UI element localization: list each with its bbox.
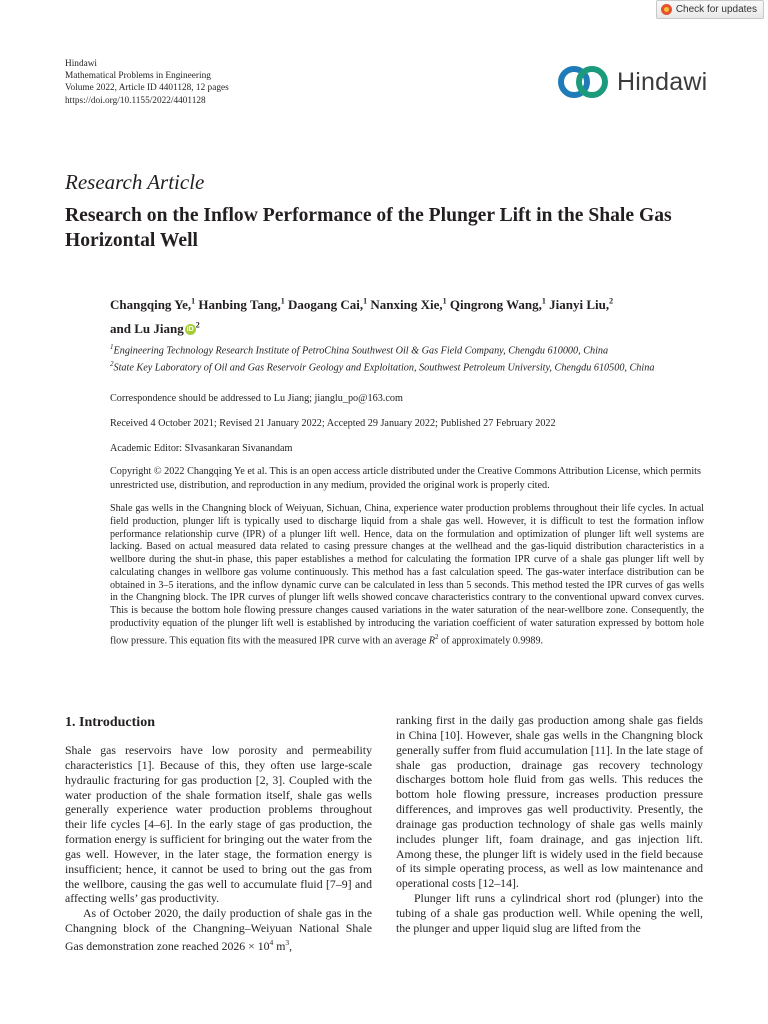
doi-link[interactable]: https://doi.org/10.1155/2022/4401128 (65, 95, 206, 106)
author[interactable]: and Lu Jiang $iD^2$ (110, 320, 200, 336)
volume-info: Volume 2022, Article ID 4401128, 12 pages (65, 83, 229, 94)
intro-paragraph-2-continued: ranking first in the daily gas production among shale gas fields in China [10]. However, shale gas wells in the Changning block generally suffer from fluid accumulation [11]. In the late stage of shale gas production, drainage gas recovery technology discharges bottom hole fluid from gas wells. This reduces the bottom hole flowing pressure, increases production pressure differences, and improves gas well productivity. Presently, the drainage gas production technology of shale gas wells mainly includes plunger lift, foam drainage, and gas injection lift. Among these, the plunger lift is widely used in the field because of its simple operating process, as well as low maintenance and operational costs [12–14]. (396, 713, 703, 891)
body-column-right (396, 713, 703, 936)
publisher-name: Hindawi (65, 59, 98, 69)
journal-metadata (65, 58, 229, 107)
abstract: Shale gas wells in the Changning block of Weiyuan, Sichuan, China, experience water production problems throughout their life cycles. In actual field production, plunger lift is typically used to discharge liquid from a shale gas well. However, it is difficult to test the formation inflow performance relationship curve (IPR) of a plunger lift well. Hence, data on the formulation and optimization of plunger lift well systems are lacking. Based on actual measured data related to casing pressure changes at the wellhead and the gas-liquid distribution characteristics in a wellbore during the shut-in phase, this paper establishes a method for calculating the formation IPR curve of a shale gas plunger lift well by calculating changes in wellbore gas volume continuously. This method has a fast calculation speed. The gas-water interface distribution can be obtained in 3–5 iterations, and the inflow dynamic curve can be calculated in less than 5 seconds. This method tested the IPR curves of gas wells in the Changning block. The IPR curves of plunger lift wells showed concave characteristics contrary to the conventional upward convex curves. This is because the bottom hole flowing pressure changes caused variations in the water saturation of the near-wellbore zone. Consequently, the productivity equation of the plunger lift well is established by introducing the variation coefficient of water saturation expressed by bottom hole flow pressure. This equation fits with the measured IPR curve with an average $R^2$ of approximately 0.9989. (110, 503, 704, 646)
orcid-icon[interactable]: iD (186, 326, 194, 334)
journal-name: Mathematical Problems in Engineering (65, 71, 211, 82)
academic-editor: Academic Editor: SIvasankaran Sivanandam (110, 443, 293, 454)
body-column-left (65, 743, 372, 954)
correspondence: Correspondence should be addressed to Lu Jiang; jianglu_po@163.com (110, 393, 403, 404)
author[interactable]: Jianyi Liu,$^2$ (549, 297, 614, 313)
author[interactable]: Hanbing Tang,$^1$ (198, 297, 285, 313)
hindawi-logo (557, 60, 707, 104)
affiliations (110, 341, 720, 375)
check-for-updates-button[interactable] (656, 0, 764, 19)
author[interactable]: Qingrong Wang,$^1$ (449, 297, 546, 313)
author[interactable]: Nanxing Xie,$^1$ (370, 297, 447, 313)
check-for-updates-label: Check for updates (675, 4, 757, 15)
author[interactable]: Changqing Ye,$^1$ (110, 297, 196, 313)
intro-paragraph-2: As of October 2020, the daily production of shale gas in the Changning block of the Changning–Weiyuan National Shale Gas demonstration zone reached $2026 \times 10^4$ $m^3$, (65, 906, 372, 953)
copyright-notice: Copyright © 2022 Changqing Ye et al. This is an open access article distributed under the Creative Commons Attribution License, which permits unrestricted use, distribution, and reproduction in any medium, provided the original work is properly cited. (110, 466, 701, 491)
affiliation-1: $^1$Engineering Technology Research Institute of PetroChina Southwest Oil & Gas Field Company, Chengdu 610000, China (110, 343, 609, 357)
hindawi-logo-icon (557, 64, 609, 100)
publication-dates: Received 4 October 2021; Revised 21 January 2022; Accepted 29 January 2022; Published 27 February 2022 (110, 418, 556, 429)
intro-paragraph-1: Shale gas reservoirs have low porosity and permeability characteristics [1]. Because of this, they often use large-scale hydraulic fracturing for gas production [2, 3]. Coupled with the water production of the shale formation itself, shale gas wells generally experience water production problems throughout their life cycles [4–6]. In the early stage of gas production, the formation energy is sufficient for bringing out the water from the gas well. However, in the later stage, the formation energy is insufficient; hence, it cannot be used to bring out the gas from the wellbore, causing the gas well to accumulate fluid [7–9] and affecting wells’ gas productivity. (65, 743, 372, 906)
intro-paragraph-3: Plunger lift runs a cylindrical short rod (plunger) into the tubing of a shale gas production well. While opening the well, the plunger and upper liquid slug are lifted from the (396, 891, 703, 935)
author[interactable]: Daogang Cai,$^1$ (288, 297, 368, 313)
hindawi-logo-text: Hindawi (617, 67, 708, 96)
author-list (110, 292, 710, 339)
crossmark-icon (661, 4, 672, 15)
affiliation-2: $^2$State Key Laboratory of Oil and Gas Reservoir Geology and Exploitation, Southwest Petroleum University, Chengdu 610500, China (110, 360, 655, 374)
article-title: Research on the Inflow Performance of the Plunger Lift in the Shale Gas Horizontal Well (65, 205, 672, 251)
article-type: Research Article (65, 170, 205, 194)
section-heading-introduction: 1. Introduction (65, 715, 155, 730)
